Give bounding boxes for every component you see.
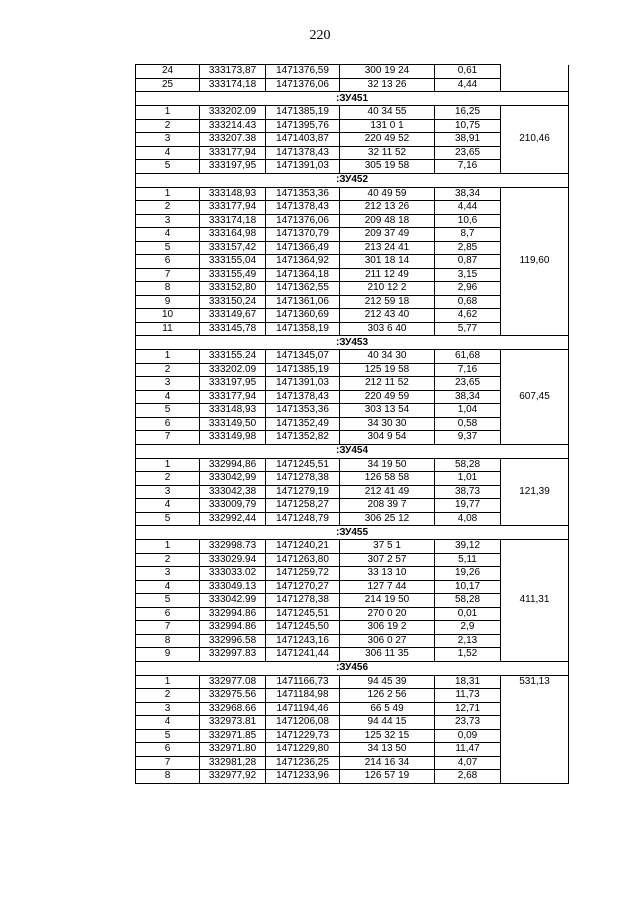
y-coordinate-cell: 1471233,96 bbox=[266, 770, 340, 784]
x-coordinate-cell: 333174,18 bbox=[200, 214, 266, 228]
section-label: :ЗУ455 bbox=[136, 526, 569, 540]
direction-angle-cell: 40 34 55 bbox=[340, 106, 435, 120]
length-cell: 10,17 bbox=[435, 580, 501, 594]
x-coordinate-cell: 333149,98 bbox=[200, 431, 266, 445]
point-number-cell: 1 bbox=[136, 350, 200, 364]
y-coordinate-cell: 1471376,06 bbox=[266, 78, 340, 92]
y-coordinate-cell: 1471353,36 bbox=[266, 187, 340, 201]
y-coordinate-cell: 1471245,51 bbox=[266, 458, 340, 472]
section-header-row bbox=[136, 526, 569, 540]
section-label: :ЗУ452 bbox=[136, 173, 569, 187]
direction-angle-cell: 40 49 59 bbox=[340, 187, 435, 201]
direction-angle-cell: 94 44 15 bbox=[340, 716, 435, 730]
direction-angle-cell: 301 18 14 bbox=[340, 255, 435, 269]
table-row bbox=[136, 675, 569, 689]
direction-angle-cell: 94 45 39 bbox=[340, 675, 435, 689]
length-cell: 5,77 bbox=[435, 322, 501, 336]
y-coordinate-cell: 1471385,19 bbox=[266, 106, 340, 120]
direction-angle-cell: 125 19 58 bbox=[340, 363, 435, 377]
direction-angle-cell: 305 19 58 bbox=[340, 160, 435, 174]
length-cell: 4,44 bbox=[435, 201, 501, 215]
x-coordinate-cell: 333149,67 bbox=[200, 309, 266, 323]
section-header-row bbox=[136, 661, 569, 675]
x-coordinate-cell: 333202.09 bbox=[200, 363, 266, 377]
coordinates-table-body bbox=[136, 65, 569, 784]
length-cell: 7,16 bbox=[435, 363, 501, 377]
y-coordinate-cell: 1471376,59 bbox=[266, 65, 340, 79]
point-number-cell: 7 bbox=[136, 756, 200, 770]
length-cell: 61,68 bbox=[435, 350, 501, 364]
point-number-cell: 10 bbox=[136, 309, 200, 323]
direction-angle-cell: 306 25 12 bbox=[340, 512, 435, 526]
y-coordinate-cell: 1471364,18 bbox=[266, 268, 340, 282]
x-coordinate-cell: 333157,42 bbox=[200, 241, 266, 255]
section-header-row bbox=[136, 444, 569, 458]
y-coordinate-cell: 1471278,38 bbox=[266, 472, 340, 486]
y-coordinate-cell: 1471378,43 bbox=[266, 390, 340, 404]
point-number-cell: 2 bbox=[136, 553, 200, 567]
direction-angle-cell: 306 19 2 bbox=[340, 621, 435, 635]
length-cell: 38,91 bbox=[435, 133, 501, 147]
x-coordinate-cell: 333197,95 bbox=[200, 377, 266, 391]
y-coordinate-cell: 1471194,46 bbox=[266, 702, 340, 716]
area-cell: 607,45 bbox=[501, 350, 569, 445]
direction-angle-cell: 212 13 26 bbox=[340, 201, 435, 215]
x-coordinate-cell: 333174,18 bbox=[200, 78, 266, 92]
point-number-cell: 11 bbox=[136, 322, 200, 336]
x-coordinate-cell: 333164,98 bbox=[200, 228, 266, 242]
table-row bbox=[136, 106, 569, 120]
direction-angle-cell: 307 2 57 bbox=[340, 553, 435, 567]
x-coordinate-cell: 332971.80 bbox=[200, 743, 266, 757]
length-cell: 7,16 bbox=[435, 160, 501, 174]
length-cell: 2,9 bbox=[435, 621, 501, 635]
length-cell: 38,34 bbox=[435, 187, 501, 201]
y-coordinate-cell: 1471278,38 bbox=[266, 594, 340, 608]
length-cell: 16,25 bbox=[435, 106, 501, 120]
length-cell: 2,96 bbox=[435, 282, 501, 296]
y-coordinate-cell: 1471403,87 bbox=[266, 133, 340, 147]
direction-angle-cell: 220 49 52 bbox=[340, 133, 435, 147]
length-cell: 38,73 bbox=[435, 485, 501, 499]
length-cell: 19,77 bbox=[435, 499, 501, 513]
y-coordinate-cell: 1471166,73 bbox=[266, 675, 340, 689]
direction-angle-cell: 33 13 10 bbox=[340, 567, 435, 581]
direction-angle-cell: 40 34 30 bbox=[340, 350, 435, 364]
area-cell: 531,13 bbox=[501, 675, 569, 783]
length-cell: 0,87 bbox=[435, 255, 501, 269]
y-coordinate-cell: 1471352,49 bbox=[266, 417, 340, 431]
y-coordinate-cell: 1471184,98 bbox=[266, 689, 340, 703]
length-cell: 3,15 bbox=[435, 268, 501, 282]
point-number-cell: 2 bbox=[136, 201, 200, 215]
direction-angle-cell: 32 11 52 bbox=[340, 146, 435, 160]
x-coordinate-cell: 332994,86 bbox=[200, 458, 266, 472]
length-cell: 8,7 bbox=[435, 228, 501, 242]
point-number-cell: 24 bbox=[136, 65, 200, 79]
direction-angle-cell: 304 9 54 bbox=[340, 431, 435, 445]
direction-angle-cell: 212 11 52 bbox=[340, 377, 435, 391]
length-cell: 4,44 bbox=[435, 78, 501, 92]
direction-angle-cell: 126 57 19 bbox=[340, 770, 435, 784]
point-number-cell: 8 bbox=[136, 770, 200, 784]
y-coordinate-cell: 1471378,43 bbox=[266, 201, 340, 215]
y-coordinate-cell: 1471279,19 bbox=[266, 485, 340, 499]
length-cell: 1,04 bbox=[435, 404, 501, 418]
y-coordinate-cell: 1471376,06 bbox=[266, 214, 340, 228]
point-number-cell: 3 bbox=[136, 485, 200, 499]
length-cell: 1,01 bbox=[435, 472, 501, 486]
direction-angle-cell: 212 43 40 bbox=[340, 309, 435, 323]
direction-angle-cell: 212 41 49 bbox=[340, 485, 435, 499]
y-coordinate-cell: 1471395,76 bbox=[266, 119, 340, 133]
x-coordinate-cell: 332981,28 bbox=[200, 756, 266, 770]
area-cell: 210,46 bbox=[501, 106, 569, 174]
point-number-cell: 1 bbox=[136, 187, 200, 201]
point-number-cell: 3 bbox=[136, 377, 200, 391]
x-coordinate-cell: 333155,49 bbox=[200, 268, 266, 282]
y-coordinate-cell: 1471229,73 bbox=[266, 729, 340, 743]
point-number-cell: 25 bbox=[136, 78, 200, 92]
x-coordinate-cell: 333207.38 bbox=[200, 133, 266, 147]
direction-angle-cell: 303 6 40 bbox=[340, 322, 435, 336]
y-coordinate-cell: 1471259,72 bbox=[266, 567, 340, 581]
direction-angle-cell: 300 19 24 bbox=[340, 65, 435, 79]
section-header-row bbox=[136, 173, 569, 187]
point-number-cell: 4 bbox=[136, 499, 200, 513]
direction-angle-cell: 126 2 56 bbox=[340, 689, 435, 703]
point-number-cell: 6 bbox=[136, 743, 200, 757]
x-coordinate-cell: 332973.81 bbox=[200, 716, 266, 730]
direction-angle-cell: 214 19 50 bbox=[340, 594, 435, 608]
point-number-cell: 7 bbox=[136, 431, 200, 445]
length-cell: 4,07 bbox=[435, 756, 501, 770]
length-cell: 5,11 bbox=[435, 553, 501, 567]
direction-angle-cell: 131 0 1 bbox=[340, 119, 435, 133]
length-cell: 58,28 bbox=[435, 594, 501, 608]
length-cell: 11,73 bbox=[435, 689, 501, 703]
x-coordinate-cell: 333214.43 bbox=[200, 119, 266, 133]
x-coordinate-cell: 333148,93 bbox=[200, 404, 266, 418]
table-row bbox=[136, 458, 569, 472]
y-coordinate-cell: 1471391,03 bbox=[266, 377, 340, 391]
table-row bbox=[136, 540, 569, 554]
length-cell: 23,65 bbox=[435, 146, 501, 160]
y-coordinate-cell: 1471364,92 bbox=[266, 255, 340, 269]
x-coordinate-cell: 332994.86 bbox=[200, 607, 266, 621]
x-coordinate-cell: 333197,95 bbox=[200, 160, 266, 174]
point-number-cell: 2 bbox=[136, 689, 200, 703]
y-coordinate-cell: 1471360,69 bbox=[266, 309, 340, 323]
length-cell: 1,52 bbox=[435, 648, 501, 662]
length-cell: 0,58 bbox=[435, 417, 501, 431]
point-number-cell: 2 bbox=[136, 472, 200, 486]
x-coordinate-cell: 333042.99 bbox=[200, 594, 266, 608]
x-coordinate-cell: 333202.09 bbox=[200, 106, 266, 120]
direction-angle-cell: 66 5 49 bbox=[340, 702, 435, 716]
point-number-cell: 3 bbox=[136, 214, 200, 228]
y-coordinate-cell: 1471263,80 bbox=[266, 553, 340, 567]
point-number-cell: 4 bbox=[136, 228, 200, 242]
x-coordinate-cell: 332968.66 bbox=[200, 702, 266, 716]
y-coordinate-cell: 1471241,44 bbox=[266, 648, 340, 662]
y-coordinate-cell: 1471245,50 bbox=[266, 621, 340, 635]
x-coordinate-cell: 333152,80 bbox=[200, 282, 266, 296]
length-cell: 9,37 bbox=[435, 431, 501, 445]
y-coordinate-cell: 1471358,19 bbox=[266, 322, 340, 336]
y-coordinate-cell: 1471385,19 bbox=[266, 363, 340, 377]
point-number-cell: 3 bbox=[136, 702, 200, 716]
point-number-cell: 5 bbox=[136, 160, 200, 174]
point-number-cell: 9 bbox=[136, 295, 200, 309]
section-label: :ЗУ456 bbox=[136, 661, 569, 675]
x-coordinate-cell: 333042,99 bbox=[200, 472, 266, 486]
point-number-cell: 5 bbox=[136, 241, 200, 255]
direction-angle-cell: 209 37 49 bbox=[340, 228, 435, 242]
point-number-cell: 3 bbox=[136, 567, 200, 581]
y-coordinate-cell: 1471243,16 bbox=[266, 634, 340, 648]
point-number-cell: 5 bbox=[136, 404, 200, 418]
x-coordinate-cell: 333173,87 bbox=[200, 65, 266, 79]
page-number: 220 bbox=[309, 28, 331, 43]
point-number-cell: 4 bbox=[136, 146, 200, 160]
y-coordinate-cell: 1471245,51 bbox=[266, 607, 340, 621]
point-number-cell: 4 bbox=[136, 580, 200, 594]
point-number-cell: 5 bbox=[136, 512, 200, 526]
direction-angle-cell: 303 13 54 bbox=[340, 404, 435, 418]
x-coordinate-cell: 333029.94 bbox=[200, 553, 266, 567]
x-coordinate-cell: 332996.58 bbox=[200, 634, 266, 648]
x-coordinate-cell: 333049.13 bbox=[200, 580, 266, 594]
point-number-cell: 3 bbox=[136, 133, 200, 147]
x-coordinate-cell: 333177,94 bbox=[200, 146, 266, 160]
length-cell: 0,01 bbox=[435, 607, 501, 621]
direction-angle-cell: 306 0 27 bbox=[340, 634, 435, 648]
y-coordinate-cell: 1471366,49 bbox=[266, 241, 340, 255]
length-cell: 38,34 bbox=[435, 390, 501, 404]
x-coordinate-cell: 332994.86 bbox=[200, 621, 266, 635]
x-coordinate-cell: 333155.24 bbox=[200, 350, 266, 364]
x-coordinate-cell: 333177,94 bbox=[200, 390, 266, 404]
section-header-row bbox=[136, 92, 569, 106]
area-cell bbox=[501, 65, 569, 92]
x-coordinate-cell: 332971.85 bbox=[200, 729, 266, 743]
direction-angle-cell: 213 24 41 bbox=[340, 241, 435, 255]
direction-angle-cell: 34 30 30 bbox=[340, 417, 435, 431]
point-number-cell: 1 bbox=[136, 675, 200, 689]
length-cell: 10,75 bbox=[435, 119, 501, 133]
length-cell: 58,28 bbox=[435, 458, 501, 472]
length-cell: 4,62 bbox=[435, 309, 501, 323]
length-cell: 2,13 bbox=[435, 634, 501, 648]
point-number-cell: 6 bbox=[136, 255, 200, 269]
area-cell: 121,39 bbox=[501, 458, 569, 526]
x-coordinate-cell: 332977.08 bbox=[200, 675, 266, 689]
y-coordinate-cell: 1471206,08 bbox=[266, 716, 340, 730]
x-coordinate-cell: 333149,50 bbox=[200, 417, 266, 431]
y-coordinate-cell: 1471353,36 bbox=[266, 404, 340, 418]
x-coordinate-cell: 333042,38 bbox=[200, 485, 266, 499]
direction-angle-cell: 220 49 59 bbox=[340, 390, 435, 404]
x-coordinate-cell: 333155,04 bbox=[200, 255, 266, 269]
coordinates-table bbox=[135, 64, 569, 784]
direction-angle-cell: 306 11 35 bbox=[340, 648, 435, 662]
y-coordinate-cell: 1471362,55 bbox=[266, 282, 340, 296]
point-number-cell: 6 bbox=[136, 417, 200, 431]
y-coordinate-cell: 1471370,79 bbox=[266, 228, 340, 242]
length-cell: 0,09 bbox=[435, 729, 501, 743]
y-coordinate-cell: 1471361,06 bbox=[266, 295, 340, 309]
direction-angle-cell: 208 39 7 bbox=[340, 499, 435, 513]
length-cell: 18,31 bbox=[435, 675, 501, 689]
direction-angle-cell: 270 0 20 bbox=[340, 607, 435, 621]
direction-angle-cell: 126 58 58 bbox=[340, 472, 435, 486]
length-cell: 2,68 bbox=[435, 770, 501, 784]
table-row bbox=[136, 187, 569, 201]
x-coordinate-cell: 332997.83 bbox=[200, 648, 266, 662]
point-number-cell: 7 bbox=[136, 268, 200, 282]
length-cell: 12,71 bbox=[435, 702, 501, 716]
point-number-cell: 1 bbox=[136, 106, 200, 120]
length-cell: 4,08 bbox=[435, 512, 501, 526]
table-row bbox=[136, 350, 569, 364]
point-number-cell: 2 bbox=[136, 363, 200, 377]
direction-angle-cell: 32 13 26 bbox=[340, 78, 435, 92]
point-number-cell: 5 bbox=[136, 594, 200, 608]
x-coordinate-cell: 333150,24 bbox=[200, 295, 266, 309]
section-header-row bbox=[136, 336, 569, 350]
length-cell: 11,47 bbox=[435, 743, 501, 757]
direction-angle-cell: 37 5 1 bbox=[340, 540, 435, 554]
y-coordinate-cell: 1471270,27 bbox=[266, 580, 340, 594]
point-number-cell: 5 bbox=[136, 729, 200, 743]
section-label: :ЗУ453 bbox=[136, 336, 569, 350]
point-number-cell: 7 bbox=[136, 621, 200, 635]
section-label: :ЗУ454 bbox=[136, 444, 569, 458]
y-coordinate-cell: 1471352,82 bbox=[266, 431, 340, 445]
point-number-cell: 1 bbox=[136, 540, 200, 554]
y-coordinate-cell: 1471391,03 bbox=[266, 160, 340, 174]
section-label: :ЗУ451 bbox=[136, 92, 569, 106]
area-cell: 119,60 bbox=[501, 187, 569, 336]
x-coordinate-cell: 333145,78 bbox=[200, 322, 266, 336]
direction-angle-cell: 34 13 50 bbox=[340, 743, 435, 757]
table-row bbox=[136, 65, 569, 79]
x-coordinate-cell: 333033.02 bbox=[200, 567, 266, 581]
direction-angle-cell: 209 48 18 bbox=[340, 214, 435, 228]
length-cell: 19,26 bbox=[435, 567, 501, 581]
y-coordinate-cell: 1471345,07 bbox=[266, 350, 340, 364]
point-number-cell: 6 bbox=[136, 607, 200, 621]
point-number-cell: 8 bbox=[136, 634, 200, 648]
length-cell: 0,68 bbox=[435, 295, 501, 309]
direction-angle-cell: 210 12 2 bbox=[340, 282, 435, 296]
direction-angle-cell: 211 12 49 bbox=[340, 268, 435, 282]
area-cell: 411,31 bbox=[501, 540, 569, 662]
x-coordinate-cell: 333009,79 bbox=[200, 499, 266, 513]
point-number-cell: 1 bbox=[136, 458, 200, 472]
y-coordinate-cell: 1471236,25 bbox=[266, 756, 340, 770]
direction-angle-cell: 34 19 50 bbox=[340, 458, 435, 472]
point-number-cell: 8 bbox=[136, 282, 200, 296]
x-coordinate-cell: 333148,93 bbox=[200, 187, 266, 201]
x-coordinate-cell: 332998.73 bbox=[200, 540, 266, 554]
y-coordinate-cell: 1471258,27 bbox=[266, 499, 340, 513]
direction-angle-cell: 125 32 15 bbox=[340, 729, 435, 743]
point-number-cell: 2 bbox=[136, 119, 200, 133]
y-coordinate-cell: 1471229,80 bbox=[266, 743, 340, 757]
direction-angle-cell: 127 7 44 bbox=[340, 580, 435, 594]
point-number-cell: 4 bbox=[136, 716, 200, 730]
point-number-cell: 4 bbox=[136, 390, 200, 404]
y-coordinate-cell: 1471240,21 bbox=[266, 540, 340, 554]
y-coordinate-cell: 1471378,43 bbox=[266, 146, 340, 160]
length-cell: 39,12 bbox=[435, 540, 501, 554]
direction-angle-cell: 214 16 34 bbox=[340, 756, 435, 770]
x-coordinate-cell: 332975.56 bbox=[200, 689, 266, 703]
point-number-cell: 9 bbox=[136, 648, 200, 662]
y-coordinate-cell: 1471248,79 bbox=[266, 512, 340, 526]
x-coordinate-cell: 332977,92 bbox=[200, 770, 266, 784]
direction-angle-cell: 212 59 18 bbox=[340, 295, 435, 309]
length-cell: 0,61 bbox=[435, 65, 501, 79]
x-coordinate-cell: 332992,44 bbox=[200, 512, 266, 526]
length-cell: 2,85 bbox=[435, 241, 501, 255]
length-cell: 23,73 bbox=[435, 716, 501, 730]
x-coordinate-cell: 333177,94 bbox=[200, 201, 266, 215]
length-cell: 10,6 bbox=[435, 214, 501, 228]
length-cell: 23,65 bbox=[435, 377, 501, 391]
